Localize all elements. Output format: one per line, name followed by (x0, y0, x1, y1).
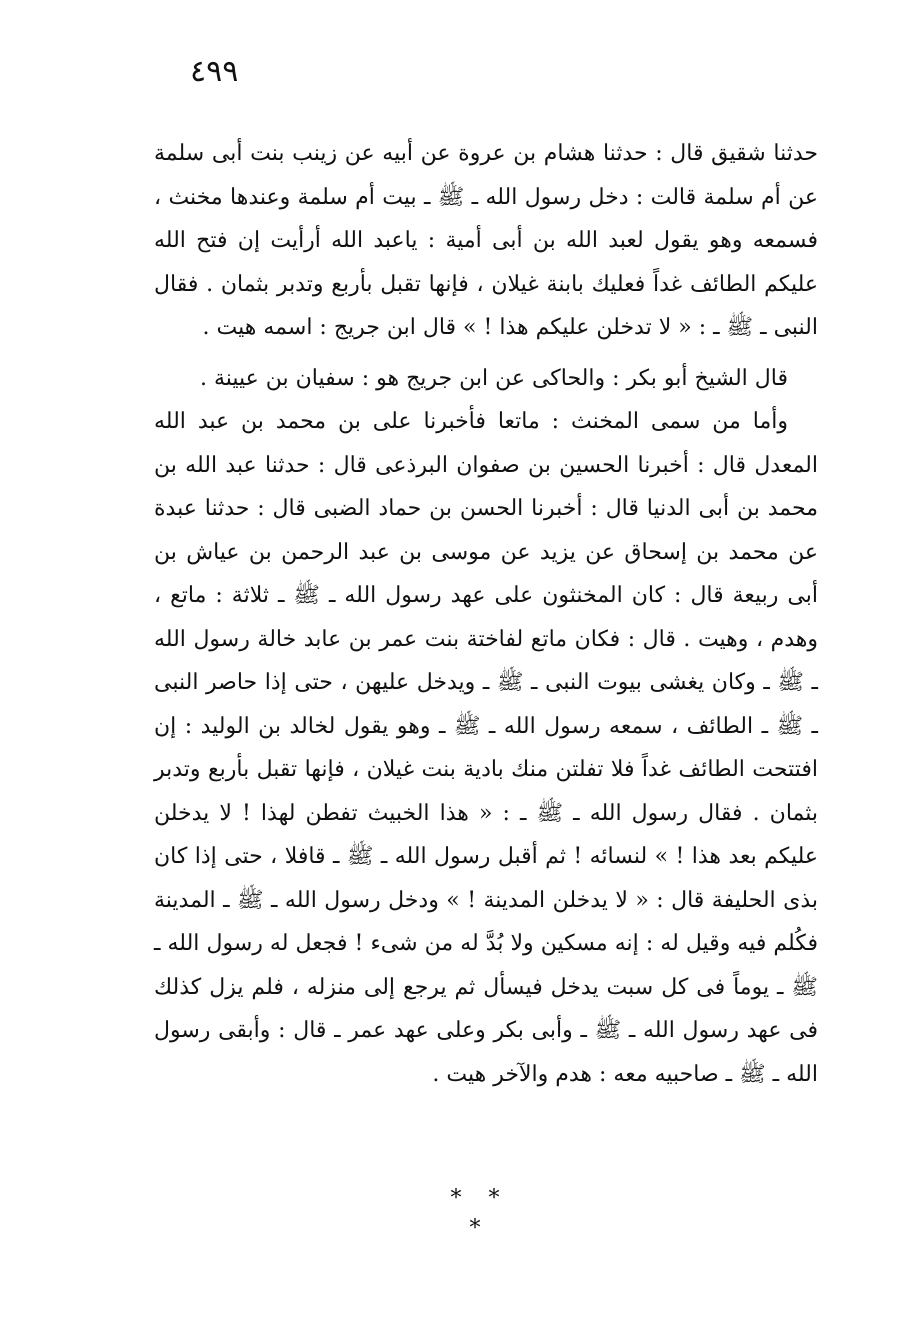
paragraph: وأما من سمى المخنث : ماتعا فأخبرنا على بن محمد بن عبد الله المعدل قال : أخبرنا الحسين بن صفوان البرذعى قال : حدثنا عبد الله بن محمد بن أبى الدنيا قال : أخبرنا الحسن بن حماد الضبى قال : حدثنا عبدة عن محمد بن إسحاق عن يزيد عن موسى بن عبد الرحمن بن عياش بن أبى ربيعة قال : كان المخنثون على عهد رسول الله ـ ﷺ ـ ثلاثة : ماتع ، وهدم ، وهيت . قال : فكان ماتع لفاختة بنت عمر بن عابد خالة رسول الله ـ ﷺ ـ وكان يغشى بيوت النبى ـ ﷺ ـ ويدخل عليهن ، حتى إذا حاصر النبى ـ ﷺ ـ الطائف ، سمعه رسول الله ـ ﷺ ـ وهو يقول لخالد بن الوليد : إن افتتحت الطائف غداً فلا تفلتن منك بادية بنت غيلان ، فإنها تقبل بأربع وتدبر بثمان . فقال رسول الله ـ ﷺ ـ : « هذا الخبيث تفطن لهذا ! لا يدخلن عليكم بعد هذا ! » لنسائه ! ثم أقبل رسول الله ـ ﷺ ـ قافلا ، حتى إذا كان بذى الحليفة قال : « لا يدخلن المدينة ! » ودخل رسول الله ـ ﷺ ـ المدينة فكُلم فيه وقيل له : إنه مسكين ولا بُدَّ له من شىء ! فجعل له رسول الله ـ ﷺ ـ يوماً فى كل سبت يدخل فيسأل ثم يرجع إلى منزله ، فلم يزل كذلك فى عهد رسول الله ـ ﷺ ـ وأبى بكر وعلى عهد عمر ـ قال : وأبقى رسول الله ـ ﷺ ـ صاحبيه معه : هدم والآخر هيت . (154, 409, 818, 1087)
section-separator: * * * (450, 1186, 510, 1241)
paragraph: قال الشيخ أبو بكر : والحاكى عن ابن جريج هو : سفيان بن عيينة . (199, 365, 788, 391)
paragraph: حدثنا شقيق قال : حدثنا هشام بن عروة عن أبيه عن زينب بنت أبى سلمة عن أم سلمة قالت : دخل رسول الله ـ ﷺ ـ بيت أم سلمة وعندها مخنث ، فسمعه وهو يقول لعبد الله بن أبى أمية : ياعبد الله أرأيت إن فتح الله عليكم الطائف غداً فعليك بابنة غيلان ، فإنها تقبل بأربع وتدبر بثمان . فقال النبى ـ ﷺ ـ : « لا تدخلن عليكم هذا ! » قال ابن جريج : اسمه هيت . (154, 141, 818, 340)
page-number: ٤٩٩ (190, 54, 239, 89)
body-text (154, 132, 818, 1096)
